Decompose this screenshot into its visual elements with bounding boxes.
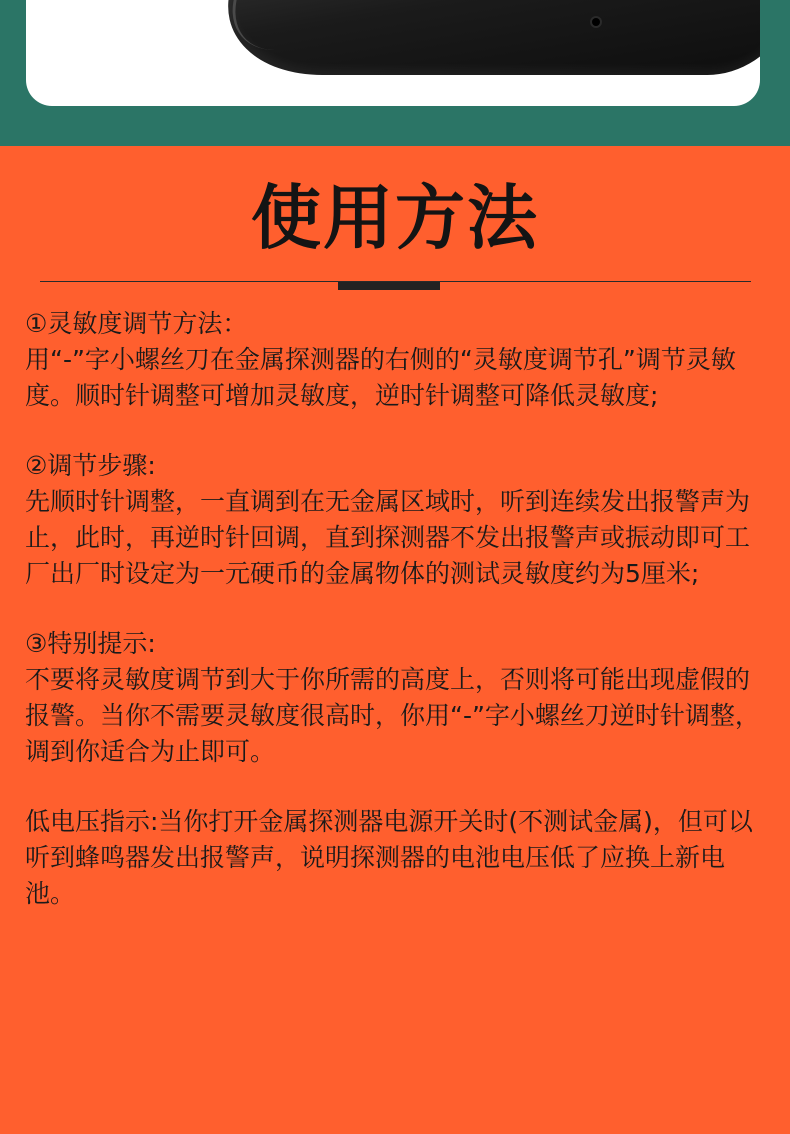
instruction-low-voltage	[25, 804, 765, 912]
instruction-title: ③特别提示:	[25, 629, 156, 658]
instructions	[25, 306, 765, 946]
instruction-body: 不要将灵敏度调节到大于你所需的高度上，否则将可能出现虚假的报警。当你不需要灵敏度很高时，你用“-”字小螺丝刀逆时针调整，调到你适合为止即可。	[25, 665, 760, 766]
instruction-body: 先顺时针调整，一直调到在无金属区域时，听到连续发出报警声为止，此时，再逆时针回调，直到探测器不发出报警声或振动即可工厂出厂时设定为一元硬币的金属物体的测试灵敏度约为5厘米;	[25, 487, 751, 588]
instruction-sensitivity	[25, 306, 765, 414]
sensitivity-hole-icon	[592, 18, 600, 26]
instruction-warning	[25, 626, 765, 770]
section-heading: 使用方法	[251, 177, 539, 259]
instruction-body: 用“-”字小螺丝刀在金属探测器的右侧的“灵敏度调节孔”调节灵敏度。顺时针调整可增加灵敏度，逆时针调整可降低灵敏度;	[25, 345, 736, 410]
instruction-title: ①灵敏度调节方法：	[25, 309, 248, 338]
instruction-title: ②调节步骤:	[25, 451, 156, 480]
instruction-body: 低电压指示:当你打开金属探测器电源开关时(不测试金属)，但可以听到蜂鸣器发出报警声，说明探测器的电池电压低了应换上新电池。	[25, 807, 753, 908]
heading-divider-accent	[338, 282, 440, 290]
top-band	[0, 0, 790, 146]
instruction-steps	[25, 448, 765, 592]
product-photo	[26, 0, 760, 106]
